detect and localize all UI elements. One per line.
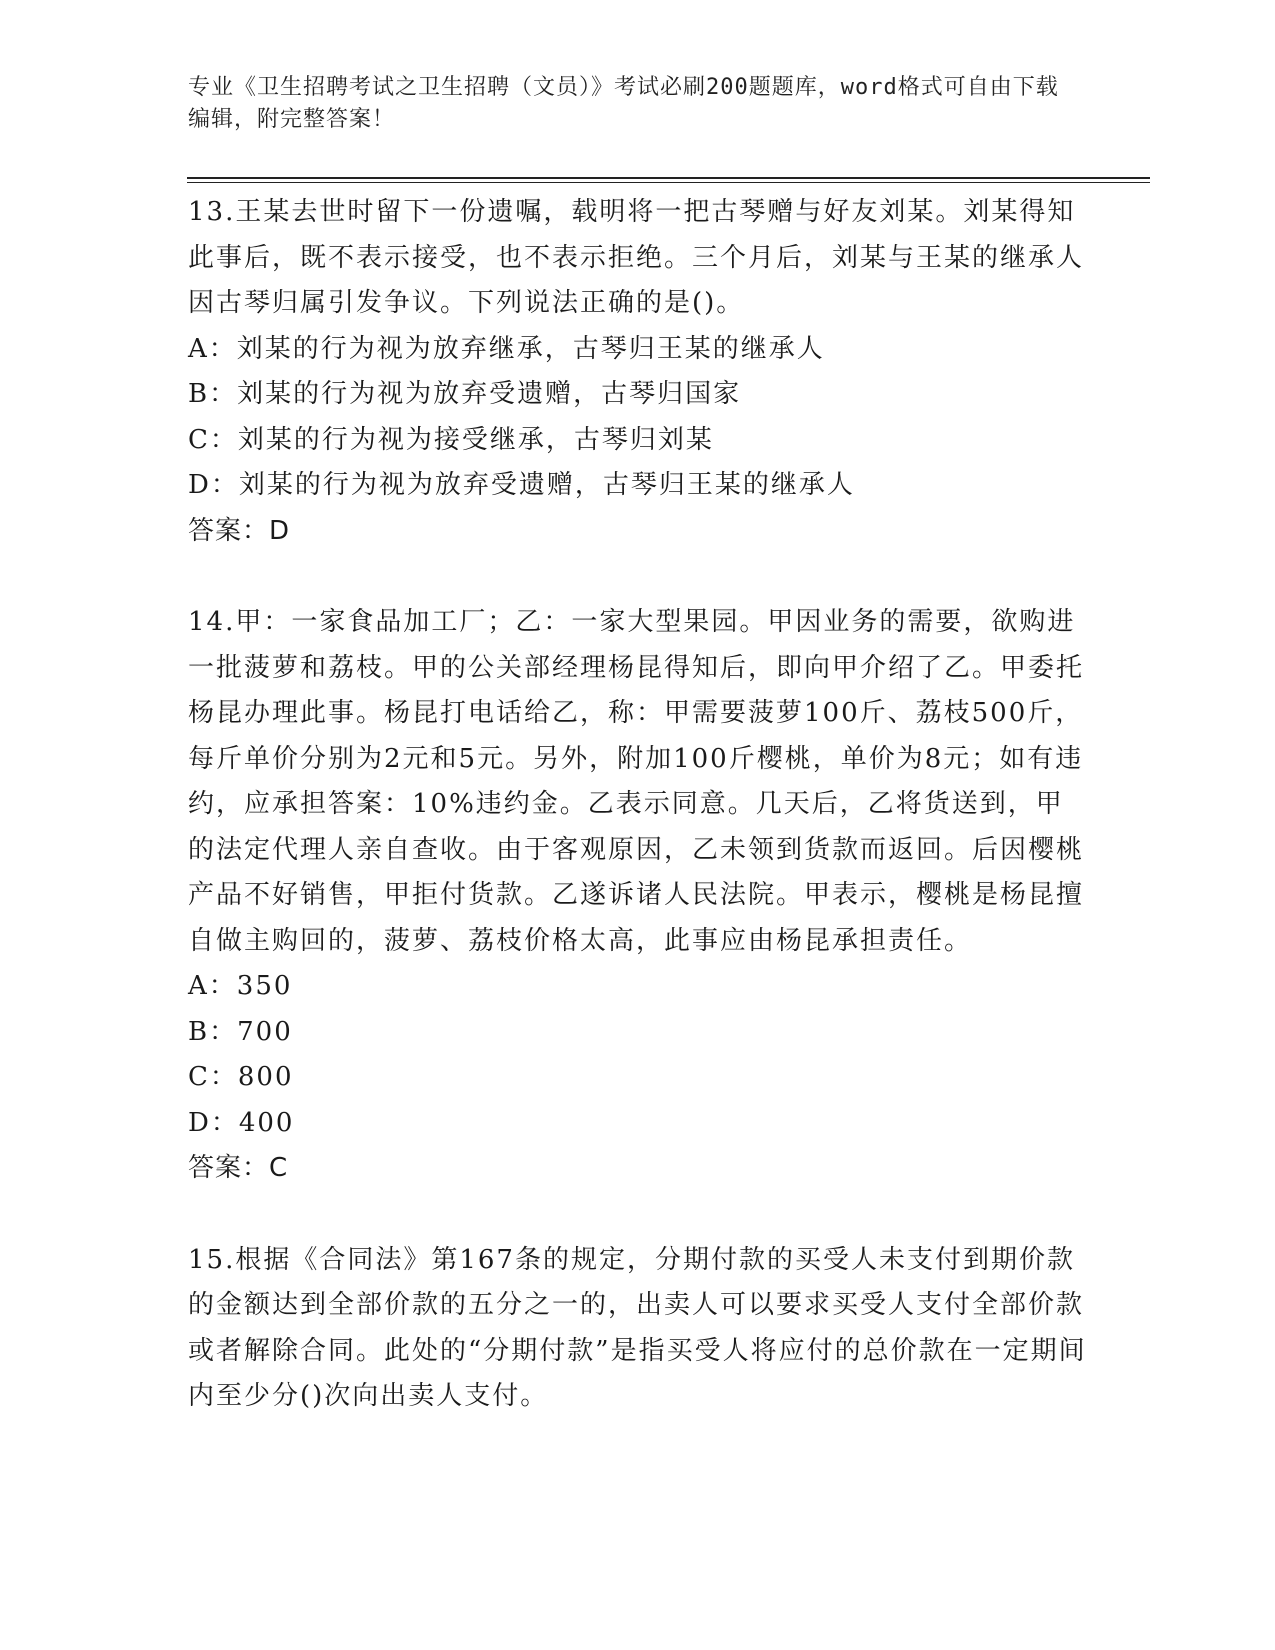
question-spacer — [188, 1192, 1088, 1238]
option-a: A：350 — [188, 971, 293, 1001]
header-rule-thin — [187, 182, 1150, 183]
question-14 — [188, 600, 1088, 1192]
question-15 — [188, 1238, 1088, 1420]
option-d: D：400 — [188, 1107, 295, 1138]
option-c: C：刘某的行为视为接受继承，古琴归刘某 — [188, 424, 714, 455]
option-b: B：700 — [188, 1016, 293, 1047]
option-d: D：刘某的行为视为放弃受遗赠，古琴归王某的继承人 — [188, 470, 855, 500]
option-b: B：刘某的行为视为放弃受遗赠，古琴归国家 — [188, 379, 742, 409]
question-13 — [188, 190, 1088, 554]
answer-label: 答案：C — [188, 1153, 289, 1183]
answer-label: 答案：D — [188, 515, 291, 546]
document-header: 专业《卫生招聘考试之卫生招聘（文员）》考试必刷200题题库，word格式可自由下载编辑，附完整答案！ — [188, 75, 1059, 132]
header-rule-thick — [187, 177, 1150, 179]
question-text: 14.甲：一家食品加工厂；乙：一家大型果园。甲因业务的需要，欲购进一批菠萝和荔枝。甲的公关部经理杨昆得知后，即向甲介绍了乙。甲委托杨昆办理此事。杨昆打电话给乙，称：甲需要菠萝100斤、荔枝500斤，每斤单价分别为2元和5元。另外，附加100斤樱桃，单价为8元；如有违约，应承担答案：10%违约金。乙表示同意。几天后，乙将货送到，甲的法定代理人亲自查收。由于客观原因，乙未领到货款而返回。后因樱桃产品不好销售，甲拒付货款。乙遂诉诸人民法院。甲表示，樱桃是杨昆擅自做主购回的，菠萝、荔枝价格太高，此事应由杨昆承担责任。 — [188, 607, 1085, 956]
question-text: 15.根据《合同法》第167条的规定，分期付款的买受人未支付到期价款的金额达到全部价款的五分之一的，出卖人可以要求买受人支付全部价款或者解除合同。此处的“分期付款”是指买受人将应付的总价款在一定期间内至少分()次向出卖人支付。 — [188, 1244, 1087, 1411]
option-a: A：刘某的行为视为放弃继承，古琴归王某的继承人 — [188, 333, 825, 364]
questions-content — [188, 190, 1088, 1420]
option-c: C：800 — [188, 1062, 294, 1092]
question-spacer — [188, 554, 1088, 600]
question-text: 13.王某去世时留下一份遗嘱，载明将一把古琴赠与好友刘某。刘某得知此事后，既不表示接受，也不表示拒绝。三个月后，刘某与王某的继承人因古琴归属引发争议。下列说法正确的是()。 — [188, 197, 1085, 318]
